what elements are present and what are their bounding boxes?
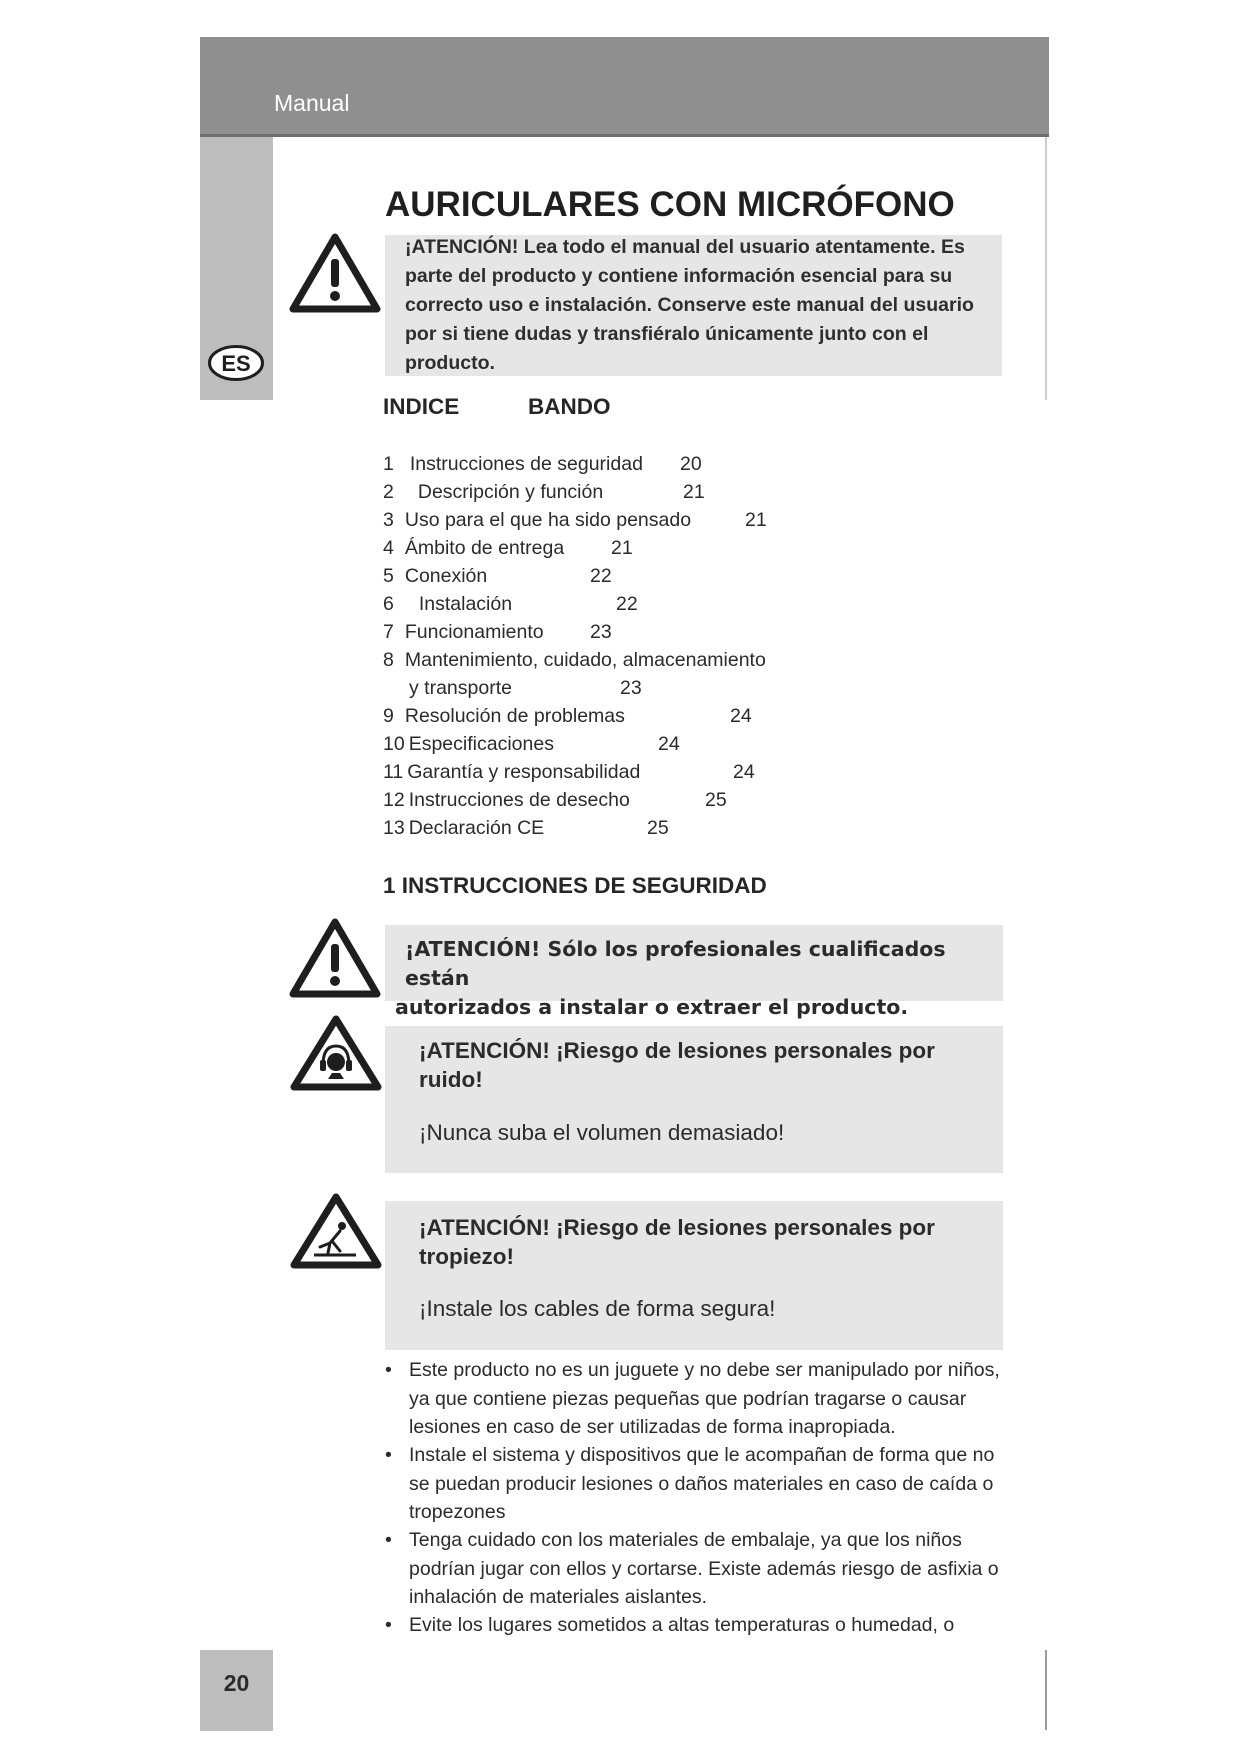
toc-page: 23 [620, 677, 642, 699]
toc-page: 25 [647, 817, 669, 839]
professionals-warning-text: ¡ATENCIÓN! Sólo los profesionales cualificados están autorizados a instalar o extraer el producto. [395, 937, 946, 1019]
section-1-heading: 1 INSTRUCCIONES DE SEGURIDAD [383, 873, 767, 898]
list-item: • Este producto no es un juguete y no debe ser manipulado por niños, ya que contiene piezas pequeñas que podrían tragarse o causar lesiones en caso de ser utilizadas de forma inapropiada. [385, 1356, 1005, 1442]
toc-page: 22 [616, 593, 638, 615]
noise-warning-title: ¡ATENCIÓN! ¡Riesgo de lesiones personales por ruido! [419, 1038, 935, 1092]
warning-exclamation-icon [289, 233, 381, 313]
index-heading: INDICE [383, 394, 460, 419]
right-edge-rule [1045, 137, 1047, 400]
toc-item: 4 Ámbito de entrega [383, 537, 565, 559]
trip-warning-title: ¡ATENCIÓN! ¡Riesgo de lesiones personales por tropiezo! [419, 1215, 935, 1269]
header-bar [200, 37, 1049, 135]
toc-page: 23 [590, 621, 612, 643]
toc-page: 24 [730, 705, 752, 727]
language-badge [207, 344, 265, 382]
list-item: • Instale el sistema y dispositivos que le acompañan de forma que no se puedan producir lesiones o daños materiales en caso de caída o tropezones [385, 1441, 1005, 1527]
toc-page: 20 [680, 453, 702, 475]
toc-page: 25 [705, 789, 727, 811]
toc-item: 9 Resolución de problemas [383, 705, 625, 727]
warning-exclamation-icon [289, 918, 381, 998]
attention-text: ¡ATENCIÓN! Lea todo el manual del usuario atentamente. Es parte del producto y contiene información esencial para su correcto uso e instalación. Conserve este manual del usuario por si tiene dudas y transfiéralo únicamente junto con el producto. [405, 236, 974, 374]
bullet-marker: • [385, 1444, 392, 1466]
toc-item: 10 Especificaciones [383, 733, 554, 755]
header-title: Manual [274, 90, 350, 116]
toc-page: 22 [590, 565, 612, 587]
toc-page: 24 [733, 761, 755, 783]
document-title: AURICULARES CON MICRÓFONO [385, 185, 955, 224]
toc-item: 13 Declaración CE [383, 817, 545, 839]
list-item: • Tenga cuidado con los materiales de embalaje, ya que los niños podrían jugar con ellos y cortarse. Existe además riesgo de asfixia o inhalación de materiales aislantes. [385, 1526, 1005, 1612]
toc-item: 7 Funcionamiento [383, 621, 544, 643]
list-item: • Evite los lugares sometidos a altas temperaturas o humedad, o [385, 1611, 1005, 1641]
header-divider [200, 134, 1049, 137]
toc-item: 2 Descripción y función [383, 481, 604, 503]
toc-page: 21 [683, 481, 705, 503]
toc-item: 11 Garantía y responsabilidad [383, 761, 641, 783]
right-edge-rule-bottom [1045, 1650, 1047, 1730]
toc-item: 1 Instrucciones de seguridad [383, 453, 643, 475]
toc-item: 6 Instalación [383, 593, 513, 615]
page-number: 20 [223, 1670, 250, 1696]
bullet-marker: • [385, 1529, 392, 1551]
toc-page: 21 [745, 509, 767, 531]
language-badge-label: ES [221, 351, 251, 376]
bullet-marker: • [385, 1359, 392, 1381]
hearing-protection-warning-icon [290, 1015, 382, 1091]
trip-hazard-warning-icon [290, 1193, 382, 1269]
toc-item: 5 Conexión [383, 565, 488, 587]
toc-item: 3 Uso para el que ha sido pensado [383, 509, 692, 531]
trip-warning-text: ¡Instale los cables de forma segura! [419, 1296, 776, 1321]
toc-page: 24 [658, 733, 680, 755]
noise-warning-text: ¡Nunca suba el volumen demasiado! [419, 1120, 785, 1145]
index-subheading: BANDO [528, 394, 611, 419]
toc-item: 8 Mantenimiento, cuidado, almacenamiento [383, 649, 766, 671]
toc-item-continuation: y transporte [409, 677, 512, 699]
toc-page: 21 [611, 537, 633, 559]
toc-item: 12 Instrucciones de desecho [383, 789, 630, 811]
bullet-marker: • [385, 1614, 392, 1636]
